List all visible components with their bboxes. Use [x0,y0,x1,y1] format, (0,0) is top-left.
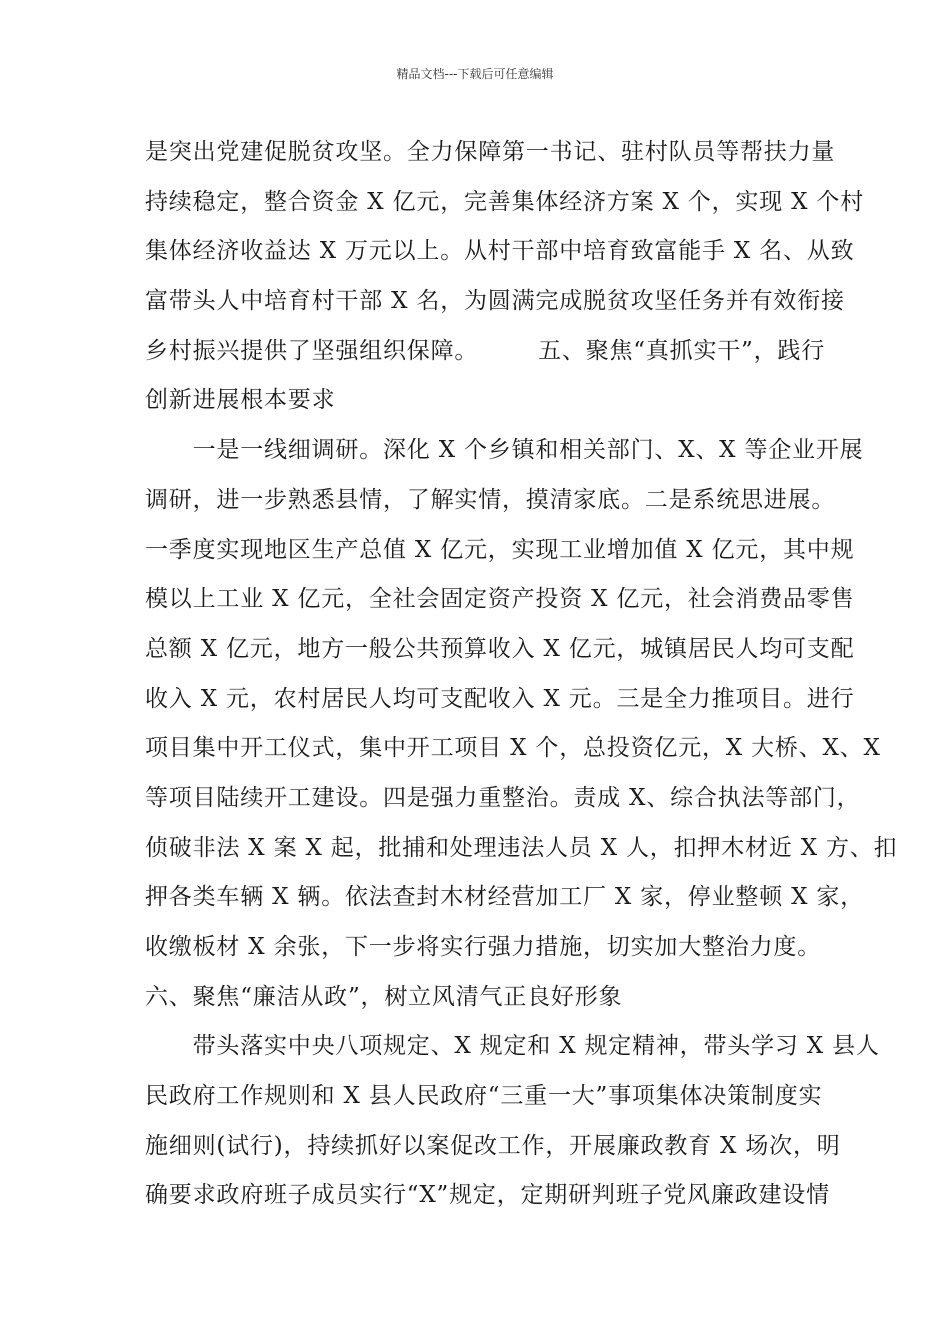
text-line: 等项目陆续开工建设。四是强力重整治。责成 X、综合执法等部门， [145,784,861,811]
text-line: 侦破非法 X 案 X 起，批捕和处理违法人员 X 人，扣押木材近 X 方、扣 [145,834,898,861]
text-line: 施细则(试行)，持续抓好以案促改工作，开展廉政教育 X 场次，明 [145,1132,841,1159]
document-body [145,128,898,1221]
text-line: 收缴板材 X 余张，下一步将实行强力措施，切实加大整治力度。 [145,934,821,960]
text-line: 乡村振兴提供了坚强组织保障。 五、聚焦“真抓实干”，践行 [145,337,826,364]
text-line: 民政府工作规则和 X 县人民政府“三重一大”事项集体决策制度实 [145,1083,823,1110]
text-line: 集体经济收益达 X 万元以上。从村干部中培育致富能手 X 名、从致 [145,238,855,265]
text-line: 押各类车辆 X 辆。依法查封木材经营加工厂 X 家，停业整顿 X 家， [145,884,864,911]
text-line: 收入 X 元，农村居民人均可支配收入 X 元。三是全力推项目。进行 [145,685,855,712]
text-line: 总额 X 亿元，地方一般公共预算收入 X 亿元，城镇居民人均可支配 [145,635,855,662]
text-line: 确要求政府班子成员实行“X”规定，定期研判班子党风廉政建设情 [145,1182,830,1209]
text-line: 项目集中开工仪式，集中开工项目 X 个，总投资亿元，X 大桥、X、X [145,735,881,762]
text-line: 持续稳定，整合资金 X 亿元，完善集体经济方案 X 个，实现 X 个村 [145,188,864,215]
text-line: 模以上工业 X 亿元，全社会固定资产投资 X 亿元，社会消费品零售 [145,586,855,613]
section-heading: 六、聚焦“廉洁从政”，树立风清气正良好形象 [145,983,623,1010]
text-line: 带头落实中央八项规定、X 规定和 X 规定精神，带头学习 X 县人 [145,1033,880,1060]
text-line: 一是一线细调研。深化 X 个乡镇和相关部门、X、X 等企业开展 [145,437,864,464]
text-line: 创新进展根本要求 [145,387,336,414]
text-line: 调研，进一步熟悉县情，了解实情，摸清家底。二是系统思进展。 [145,486,836,513]
text-line: 一季度实现地区生产总值 X 亿元，实现工业增加值 X 亿元，其中规 [145,536,855,563]
text-line: 富带头人中培育村干部 X 名，为圆满完成脱贫攻坚任务并有效衔接 [145,288,845,315]
text-line: 是突出党建促脱贫攻坚。全力保障第一书记、驻村队员等帮扶力量 [145,139,836,165]
page-header: 精品文档---下载后可任意编辑 [396,67,554,81]
